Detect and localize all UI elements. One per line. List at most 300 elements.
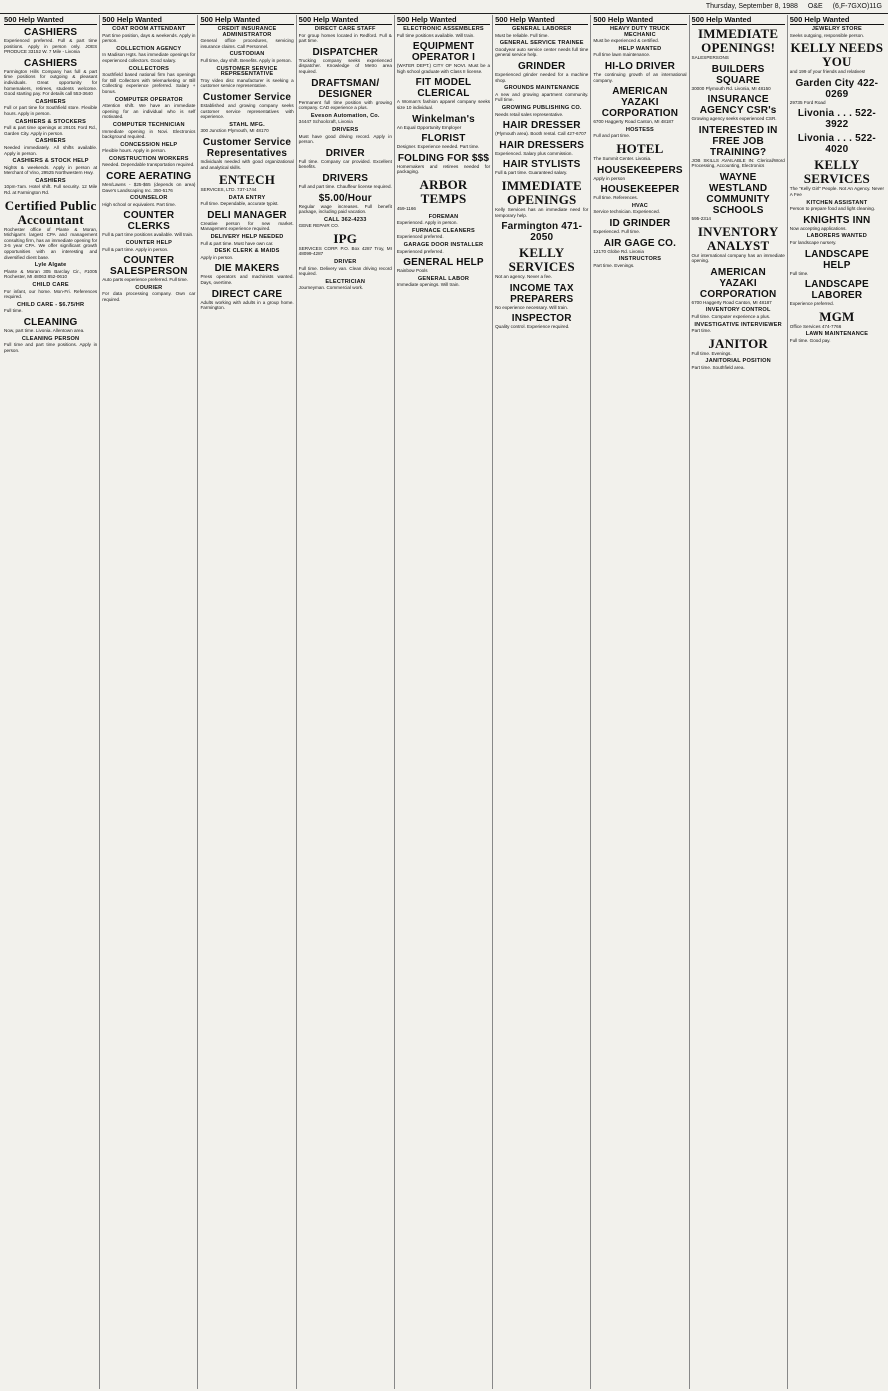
ad-heading: CONCESSION HELP bbox=[120, 141, 178, 148]
ad-heading: $5.00/Hour bbox=[318, 192, 372, 204]
header-section: O&E bbox=[807, 3, 823, 10]
classified-ad bbox=[200, 249, 293, 260]
ad-body: Experienced. Apply in person. bbox=[396, 220, 458, 226]
ad-heading: AIR GAGE CO. bbox=[603, 237, 677, 249]
classified-ad bbox=[397, 133, 490, 150]
ad-heading: HOSTESS bbox=[625, 126, 654, 133]
classified-ad bbox=[593, 128, 686, 139]
classified-ad bbox=[397, 114, 490, 131]
column-heading: 500 Help Wanted bbox=[692, 15, 785, 25]
classified-ad bbox=[790, 279, 884, 307]
ad-body: For landscape nursery. bbox=[789, 239, 837, 245]
ad-heading: KITCHEN ASSISTANT bbox=[806, 199, 868, 206]
ad-heading: ELECTRONIC ASSEMBLERS bbox=[403, 26, 484, 32]
ad-body: Permanent full time position with growing company. CAD experience a plus. bbox=[298, 99, 392, 111]
classified-ad bbox=[593, 218, 686, 235]
ad-body: 459-1166 bbox=[396, 205, 416, 211]
classified-ad bbox=[4, 179, 97, 196]
classified-ad bbox=[495, 86, 588, 103]
ad-heading: Winkelman's bbox=[412, 113, 475, 125]
ad-body: Goodyear auto service center needs full time general service help. bbox=[495, 46, 589, 58]
ad-body: Immediate openings. Will train. bbox=[396, 282, 460, 288]
classified-ad bbox=[790, 234, 884, 245]
ad-body: Experienced. Salary plus commission. bbox=[495, 150, 573, 156]
classified-ad bbox=[790, 249, 884, 277]
ad-body: Full time lawn maintenance. bbox=[593, 52, 651, 58]
classified-ad bbox=[495, 41, 588, 58]
header-date: Thursday, September 8, 1988 bbox=[705, 3, 798, 10]
ad-body: Full time. bbox=[789, 270, 809, 276]
ad-heading: DRIVER bbox=[334, 259, 357, 266]
ad-heading: IPG bbox=[333, 230, 358, 246]
ad-body: JOB SKILLS AVAILABLE IN: Clerical/Word Processing, Accounting, Electronics bbox=[691, 157, 785, 169]
ad-body: Rochester office of Plante & Moran, Michigan's largest CPA and management consulting firm, has an immediate opening for 3-5 year CPA. We offer significant growth opportunities with an interesting and diversified client base. bbox=[4, 226, 98, 260]
ad-heading: Customer Service Representatives bbox=[202, 136, 292, 159]
ad-body: Immediate opening in Novi. Electronics background required. bbox=[102, 128, 196, 140]
ad-body: Full and part time. bbox=[593, 133, 631, 139]
ad-heading: COLLECTORS bbox=[128, 65, 170, 72]
classified-ad bbox=[495, 61, 588, 83]
ad-heading: FOLDING FOR $$$ bbox=[397, 152, 490, 164]
classified-ad bbox=[4, 139, 97, 156]
ad-heading: Livonia . . . 522-4020 bbox=[797, 133, 876, 156]
classified-ad bbox=[299, 260, 392, 277]
ad-body: Designer. Experience needed. Part time. bbox=[396, 144, 480, 150]
classified-ad bbox=[299, 193, 392, 215]
classified-ad bbox=[102, 143, 195, 154]
ad-heading: GARAGE DOOR INSTALLER bbox=[403, 241, 484, 248]
column-heading: 500 Help Wanted bbox=[397, 15, 490, 25]
classified-ad bbox=[397, 215, 490, 226]
ad-heading: CONSTRUCTION WORKERS bbox=[108, 155, 189, 162]
ad-body: The continuing growth of an international company. bbox=[593, 71, 687, 83]
ad-body: Experienced preferred. Full & part time positions. Apply in person only. JOES PRODUCE 33152 W. 7 Mile - Livonia bbox=[4, 38, 98, 55]
classified-ad bbox=[495, 140, 588, 157]
ad-heading: DRAFTSMAN/ DESIGNER bbox=[311, 77, 380, 100]
ad-heading: HI-LO DRIVER bbox=[604, 60, 676, 72]
classified-ad bbox=[593, 184, 686, 201]
classified-ad bbox=[692, 323, 785, 334]
ad-body: Full time. Good pay. bbox=[789, 337, 831, 343]
ad-heading: DIE MAKERS bbox=[214, 263, 280, 275]
classified-ad bbox=[495, 179, 588, 218]
ad-body: Must be reliable. Full time. bbox=[495, 32, 549, 38]
ad-body: Needs retail sales representative. bbox=[495, 111, 564, 117]
ad-heading: DIRECT CARE STAFF bbox=[314, 26, 376, 32]
column-1 bbox=[2, 15, 100, 1389]
classified-ad bbox=[299, 78, 392, 111]
classified-ad bbox=[397, 153, 490, 175]
ad-body: 29735 Ford Road bbox=[789, 99, 826, 105]
classified-ad bbox=[593, 61, 686, 83]
ad-heading: CUSTODIAN bbox=[229, 51, 265, 58]
ad-heading: BUILDERS SQUARE bbox=[711, 63, 765, 86]
ad-body: Part time. bbox=[691, 328, 712, 334]
classified-ad bbox=[790, 201, 884, 212]
classified-ad bbox=[102, 27, 195, 44]
column-8 bbox=[690, 15, 788, 1389]
ad-body: For infant, our home. Mon-Fri. References required. bbox=[4, 288, 98, 300]
ad-heading: CHILD CARE bbox=[32, 282, 69, 288]
ad-body: 30000 Plymouth Rd. Livonia, MI 48150 bbox=[691, 85, 771, 91]
ad-heading: COURIER bbox=[135, 284, 163, 291]
ad-heading: Garden City 422-0269 bbox=[795, 77, 879, 100]
classified-ad bbox=[102, 98, 195, 120]
column-5 bbox=[395, 15, 493, 1389]
ad-body: Full & part time. Must have own car. bbox=[200, 240, 274, 246]
ad-heading: Livonia . . . 522-3922 bbox=[797, 108, 876, 131]
classified-ad bbox=[790, 27, 884, 38]
classified-ad bbox=[200, 289, 293, 311]
classified-ad bbox=[200, 27, 293, 49]
ad-body: Our international company has an immediate opening. bbox=[691, 252, 785, 264]
classified-ad bbox=[299, 218, 392, 229]
classified-ad bbox=[299, 173, 392, 190]
ad-heading: COLLECTION AGENCY bbox=[116, 45, 182, 52]
column-4 bbox=[297, 15, 395, 1389]
ad-body: General office procedures, servicing insurance claims. Call Personnel. bbox=[200, 38, 294, 49]
ad-heading: DISPATCHER bbox=[312, 46, 379, 58]
ad-heading: Eveson Automation, Co. bbox=[310, 112, 380, 119]
ad-heading: CREDIT INSURANCE ADMINISTRATOR bbox=[217, 26, 277, 38]
ad-body: Growing agency seeks experienced CSR. bbox=[691, 116, 777, 122]
classified-ad bbox=[495, 120, 588, 137]
ad-heading: CASHIERS & STOCKERS bbox=[15, 118, 87, 125]
ad-heading: STAHL MFG. bbox=[229, 121, 265, 128]
ad-heading: AMERICAN YAZAKI CORPORATION bbox=[699, 266, 777, 300]
column-heading: 500 Help Wanted bbox=[495, 15, 588, 25]
classified-ad bbox=[397, 27, 490, 38]
ad-body: Experienced. Full time. bbox=[593, 228, 641, 234]
classified-ad bbox=[299, 148, 392, 170]
ad-heading: CASHIERS bbox=[35, 177, 66, 184]
ad-body: Part time. Evenings. bbox=[593, 262, 635, 268]
ad-heading: GENERAL SERVICE TRAINEE bbox=[499, 40, 584, 47]
ad-body: Full time and part time positions. Apply in person. bbox=[4, 342, 98, 353]
ad-body: (Plymouth area). Booth rental. Call 427-6707 bbox=[495, 131, 587, 137]
ad-heading: DELI MANAGER bbox=[207, 209, 287, 221]
classified-ad bbox=[4, 337, 97, 354]
ad-body: 10pm-7am. Hotel shift. Full security. 12 Mile Rd. at Farmington Rd. bbox=[4, 184, 98, 196]
ad-body: Established and growing company seeks customer service representatives with experience. bbox=[200, 102, 294, 120]
classified-ad bbox=[397, 77, 490, 110]
ad-heading: GENERAL LABOR bbox=[417, 275, 470, 282]
classified-ad bbox=[4, 303, 97, 314]
ad-heading: DIRECT CARE bbox=[211, 288, 283, 300]
ad-body: Full time. Company car provided. Excellent benefits. bbox=[298, 158, 392, 170]
ad-body: 6700 Haggerty Road Canton, MI 48187 bbox=[593, 119, 674, 125]
ad-body: Full time. Dependable, accurate typist. bbox=[200, 201, 279, 207]
ad-body: Full time. Delivery van. Clean driving record required. bbox=[298, 265, 392, 277]
ad-heading: HOUSEKEEPER bbox=[600, 184, 680, 196]
classified-ad bbox=[299, 27, 392, 44]
classified-ad bbox=[200, 235, 293, 246]
classified-ad bbox=[495, 246, 588, 280]
classified-ad bbox=[200, 123, 293, 134]
ad-body: The Summit Center. Livonia. bbox=[593, 155, 652, 161]
ad-body: SERVICES, LTD. 737-1744 bbox=[200, 187, 257, 193]
ad-heading: HOUSEKEEPERS bbox=[597, 164, 683, 176]
ad-body: and 199 of your friends and relatives! bbox=[789, 69, 866, 75]
ad-body: Part time position, days & weekends. Apply in person. bbox=[102, 32, 196, 44]
classified-ad bbox=[102, 210, 195, 238]
classified-ad bbox=[200, 92, 293, 120]
column-6 bbox=[493, 15, 591, 1389]
classified-ad bbox=[200, 210, 293, 232]
ad-heading: IMMEDIATE OPENINGS bbox=[501, 177, 582, 207]
ad-body: Full time. Computer experience a plus. bbox=[691, 313, 771, 319]
classified-ad bbox=[692, 125, 785, 169]
ad-body: Full and part time. Chauffeur license required. bbox=[298, 183, 392, 189]
ad-body: (WATER DEPT.) CITY OF NOVI. Must be a high school graduate with Class II license. bbox=[396, 63, 491, 74]
ad-heading: KNIGHTS INN bbox=[803, 214, 871, 226]
column-heading: 500 Help Wanted bbox=[200, 15, 293, 25]
classified-ad bbox=[790, 41, 884, 75]
column-heading: 500 Help Wanted bbox=[102, 15, 195, 25]
ad-heading: DATA ENTRY bbox=[228, 194, 266, 201]
ad-heading: Lyle Algate bbox=[34, 262, 67, 269]
ad-heading: INVESTIGATIVE INTERVIEWER bbox=[694, 321, 782, 328]
ad-heading: ARBOR TEMPS bbox=[419, 176, 468, 206]
ad-heading: GROWING PUBLISHING CO. bbox=[501, 104, 582, 111]
classified-ad bbox=[790, 78, 884, 106]
ad-heading: COUNSELOR bbox=[130, 195, 168, 202]
ad-heading: DRIVERS bbox=[322, 172, 369, 184]
ad-body: Person to prepare food and light cleaning. bbox=[789, 206, 876, 212]
ad-heading: JANITOR bbox=[708, 335, 768, 351]
ad-heading: KELLY NEEDS YOU bbox=[790, 40, 884, 70]
page-header bbox=[0, 0, 888, 14]
classified-ad bbox=[593, 27, 686, 44]
classified-ad bbox=[4, 159, 97, 176]
ad-heading: GROUNDS MAINTENANCE bbox=[504, 85, 580, 92]
ad-body: Trucking company seeks experienced dispatcher. Knowledge of Metro area required. bbox=[298, 57, 392, 74]
classified-columns bbox=[2, 15, 886, 1389]
ad-body: Experienced grinder needed for a machine shop. bbox=[495, 71, 589, 83]
ad-heading: CUSTOMER SERVICE REPRESENTATIVE bbox=[216, 65, 278, 78]
ad-heading: COUNTER SALESPERSON bbox=[109, 255, 188, 278]
ad-body: Needed. Dependable transportation required. bbox=[102, 162, 195, 168]
ad-heading: HOTEL bbox=[616, 140, 664, 156]
column-9 bbox=[788, 15, 886, 1389]
ad-heading: LAWN MAINTENANCE bbox=[805, 331, 869, 338]
ad-body: Homemakers and retirees needed for packaging. bbox=[396, 163, 491, 175]
ad-heading: ENTECH bbox=[218, 172, 276, 188]
classified-ad bbox=[200, 173, 293, 193]
ad-heading: GENERAL HELP bbox=[403, 257, 484, 269]
ad-body: Seeks outgoing, responsible person. bbox=[789, 32, 865, 38]
ad-body: Individuals needed with good organizational and analytical skills. bbox=[200, 158, 294, 170]
ad-body: Apply in person bbox=[593, 175, 625, 181]
classified-ad bbox=[200, 52, 293, 63]
ad-body: Full & part time positions available. Will train. bbox=[102, 232, 194, 238]
ad-body: Part time. Southfield area. bbox=[691, 364, 745, 370]
classified-ad bbox=[4, 27, 97, 55]
ad-body: Must have good driving record. Apply in person. bbox=[298, 133, 392, 145]
ad-body: Must be experienced & certified. bbox=[593, 38, 659, 44]
ad-body: An Equal Opportunity Employer bbox=[396, 124, 462, 130]
ad-heading: KELLY SERVICES bbox=[508, 245, 575, 275]
classified-ad bbox=[200, 67, 293, 89]
classified-ad bbox=[692, 94, 785, 122]
ad-heading: AMERICAN YAZAKI CORPORATION bbox=[601, 86, 679, 120]
ad-heading: FOREMAN bbox=[428, 213, 459, 220]
ad-heading: CASHIERS & STOCK HELP bbox=[12, 158, 89, 165]
classified-ad bbox=[692, 308, 785, 319]
classified-ad bbox=[200, 137, 293, 170]
classified-ad bbox=[790, 332, 884, 343]
ad-heading: CLEANING PERSON bbox=[21, 335, 80, 342]
classified-ad bbox=[790, 158, 884, 197]
classified-ad bbox=[102, 47, 195, 64]
ad-body: For data processing company. Own car required. bbox=[102, 291, 196, 302]
classified-ad bbox=[495, 27, 588, 38]
column-heading: 500 Help Wanted bbox=[4, 15, 97, 25]
ad-body: Kelly Services has an immediate need for temporary help. bbox=[495, 206, 589, 218]
classified-ad bbox=[692, 267, 785, 306]
classified-ad bbox=[495, 106, 588, 117]
ad-body: Full & part time. Apply in person. bbox=[102, 246, 169, 252]
classified-ad bbox=[692, 64, 785, 92]
ad-body: No experience necessary. Will train. bbox=[495, 304, 569, 310]
ad-heading: CLEANING bbox=[23, 316, 78, 328]
ad-body: Rainbow Pools bbox=[396, 268, 428, 274]
classified-ad bbox=[692, 337, 785, 357]
classified-ad bbox=[495, 313, 588, 330]
ad-heading: DRIVERS bbox=[332, 126, 359, 133]
classified-ad bbox=[102, 255, 195, 283]
ad-body: Now accepting applications. bbox=[789, 225, 847, 231]
classified-ad bbox=[102, 67, 195, 95]
column-heading: 500 Help Wanted bbox=[593, 15, 686, 25]
ad-body: Quality control. Experience required. bbox=[495, 324, 570, 330]
classified-ad bbox=[4, 120, 97, 137]
ad-body: Troy video disc manufacturer is seeking a customer service representative. bbox=[200, 77, 294, 89]
ad-heading: MGM bbox=[819, 308, 855, 324]
ad-body: The "Kelly Girl" People. Not An Agency. Never A Fee bbox=[789, 186, 884, 197]
ad-heading: JANITORIAL POSITION bbox=[705, 358, 771, 365]
ad-body: Regular wage increases. Full benefit package, including paid vacation. bbox=[298, 203, 392, 215]
ad-heading: DELIVERY HELP NEEDED bbox=[210, 234, 284, 241]
ad-heading: INTERESTED IN FREE JOB TRAINING? bbox=[698, 124, 778, 158]
classified-ad bbox=[4, 58, 97, 97]
classified-ad bbox=[397, 257, 490, 274]
ad-body: Experienced preferred. bbox=[396, 248, 444, 254]
ad-heading: CASHIERS bbox=[23, 57, 78, 69]
classified-ad bbox=[397, 178, 490, 212]
ad-body: Press operators and machinists wanted. Days, overtime. bbox=[200, 274, 294, 286]
ad-body: 6700 Haggerty Road Canton, MI 48187 bbox=[691, 299, 772, 305]
classified-ad bbox=[790, 215, 884, 232]
ad-heading: ELECTRICIAN bbox=[325, 278, 366, 285]
classified-ad bbox=[593, 257, 686, 268]
classified-ad bbox=[692, 225, 785, 264]
ad-body: Full time, day shift. Benefits. Apply in person. bbox=[200, 57, 292, 63]
classified-ad bbox=[495, 221, 588, 243]
ad-body: Needed immediately. All shifts available. Apply in person. bbox=[4, 144, 98, 156]
ad-body: Full time. References. bbox=[593, 195, 639, 201]
classified-ad bbox=[299, 114, 392, 125]
column-3 bbox=[198, 15, 296, 1389]
ad-body: Journeyman. Commercial work. bbox=[298, 285, 364, 291]
classified-ad bbox=[593, 142, 686, 162]
ad-body: Full & part time. Guaranteed salary. bbox=[495, 170, 568, 176]
column-7 bbox=[591, 15, 689, 1389]
classified-ad bbox=[397, 41, 490, 74]
ad-body: Experience preferred. bbox=[789, 301, 834, 307]
classified-ad bbox=[790, 310, 884, 330]
classified-ad bbox=[4, 283, 97, 300]
classified-ad bbox=[495, 159, 588, 176]
ad-heading: CORE AERATING bbox=[106, 171, 192, 183]
ad-heading: CASHIERS bbox=[35, 98, 66, 105]
ad-heading: COUNTER HELP bbox=[125, 240, 173, 247]
ad-body: Plante & Moran 305 Barclay Cir., #1005 Rochester, MI 48063 852-0610 bbox=[4, 268, 98, 280]
classified-ad bbox=[593, 86, 686, 125]
classified-ad bbox=[397, 277, 490, 288]
ad-heading: WAYNE WESTLAND COMMUNITY SCHOOLS bbox=[706, 171, 770, 216]
ad-body: Flexible hours. Apply in person. bbox=[102, 148, 167, 154]
ad-heading: HAIR DRESSERS bbox=[499, 139, 585, 151]
column-2 bbox=[100, 15, 198, 1389]
ad-body: A Woman's fashion apparel company seeks size 10 individual. bbox=[396, 99, 491, 110]
ad-body: Not an agency. Never a fee. bbox=[495, 274, 552, 280]
ad-heading: COAT ROOM ATTENDANT bbox=[112, 26, 186, 32]
classified-ad bbox=[593, 204, 686, 215]
ad-heading: LANDSCAPE HELP bbox=[804, 248, 869, 271]
ad-heading: COMPUTER OPERATOR bbox=[114, 96, 183, 103]
ad-body: Service technician. Experienced. bbox=[593, 209, 660, 215]
ad-body: Farmington Hills Company has full & part time positions for outgoing & pleasant individuals. Great opportunity for homemakers, retirees, students welcome. Good starting pay. For details call 553-3640 bbox=[4, 68, 98, 97]
ad-heading: LANDSCAPE LABORER bbox=[804, 279, 869, 302]
ad-heading: CALL 362-4233 bbox=[323, 216, 367, 223]
ad-body: Creative person for new market. Management experience required. bbox=[200, 220, 294, 232]
ad-body: Men/Lawns - $25-$65 (depends on area) Dave's Landscaping Inc. 350-5176 bbox=[102, 182, 196, 193]
classified-ad bbox=[102, 196, 195, 207]
ad-body: Attention shift. We have an immediate opening for an individual who is self motivated. bbox=[102, 103, 196, 120]
ad-heading: CASHIERS bbox=[23, 27, 78, 38]
ad-body: Southfield based national firm has openings for Bill Collectors with telemarketing or Bill Collecting experience preferred. Salary + bonus. bbox=[102, 72, 196, 94]
ad-body: Full time positions available. Will train. bbox=[396, 32, 475, 38]
ad-heading: EQUIPMENT OPERATOR I bbox=[411, 41, 476, 64]
classified-ad bbox=[4, 317, 97, 334]
ad-heading: HELP WANTED bbox=[618, 45, 662, 52]
classified-ad bbox=[102, 241, 195, 252]
ad-heading: KELLY SERVICES bbox=[803, 157, 870, 187]
classified-ad bbox=[102, 286, 195, 303]
classified-ad bbox=[102, 171, 195, 193]
ad-heading: Farmington 471-2050 bbox=[501, 221, 583, 244]
classified-ad bbox=[397, 243, 490, 254]
ad-heading: CASHIERS bbox=[35, 138, 66, 145]
ad-body: Full time. Evenings. bbox=[691, 350, 732, 356]
ad-heading: INCOME TAX PREPARERS bbox=[509, 282, 574, 305]
ad-body: Full & part time openings at 29101 Ford Rd., Garden City. Apply in person. bbox=[4, 125, 98, 136]
ad-body: Now, part time. Livonia. Allentown area. bbox=[4, 327, 85, 333]
ad-heading: DRIVER bbox=[325, 147, 365, 159]
classified-ad bbox=[790, 108, 884, 130]
ad-heading: DESK CLERK & MAIDS bbox=[214, 248, 280, 255]
classified-ad bbox=[299, 232, 392, 257]
ad-body: In Madison Hgts. has immediate openings for experienced collectors. Good salary. bbox=[102, 52, 196, 63]
ad-heading: COMPUTER TECHNICIAN bbox=[112, 121, 185, 128]
ad-heading: HEAVY DUTY TRUCK MECHANIC bbox=[610, 26, 670, 38]
ad-body: SERVICES CORP. P.O. Box 4287 Troy, MI 48099-4287 bbox=[298, 245, 392, 257]
ad-body: GENE REPAIR CO. bbox=[298, 223, 340, 229]
ad-body: A new and growing apartment community. Full time. bbox=[495, 91, 589, 103]
classified-ad bbox=[200, 196, 293, 207]
classified-ad bbox=[200, 263, 293, 285]
